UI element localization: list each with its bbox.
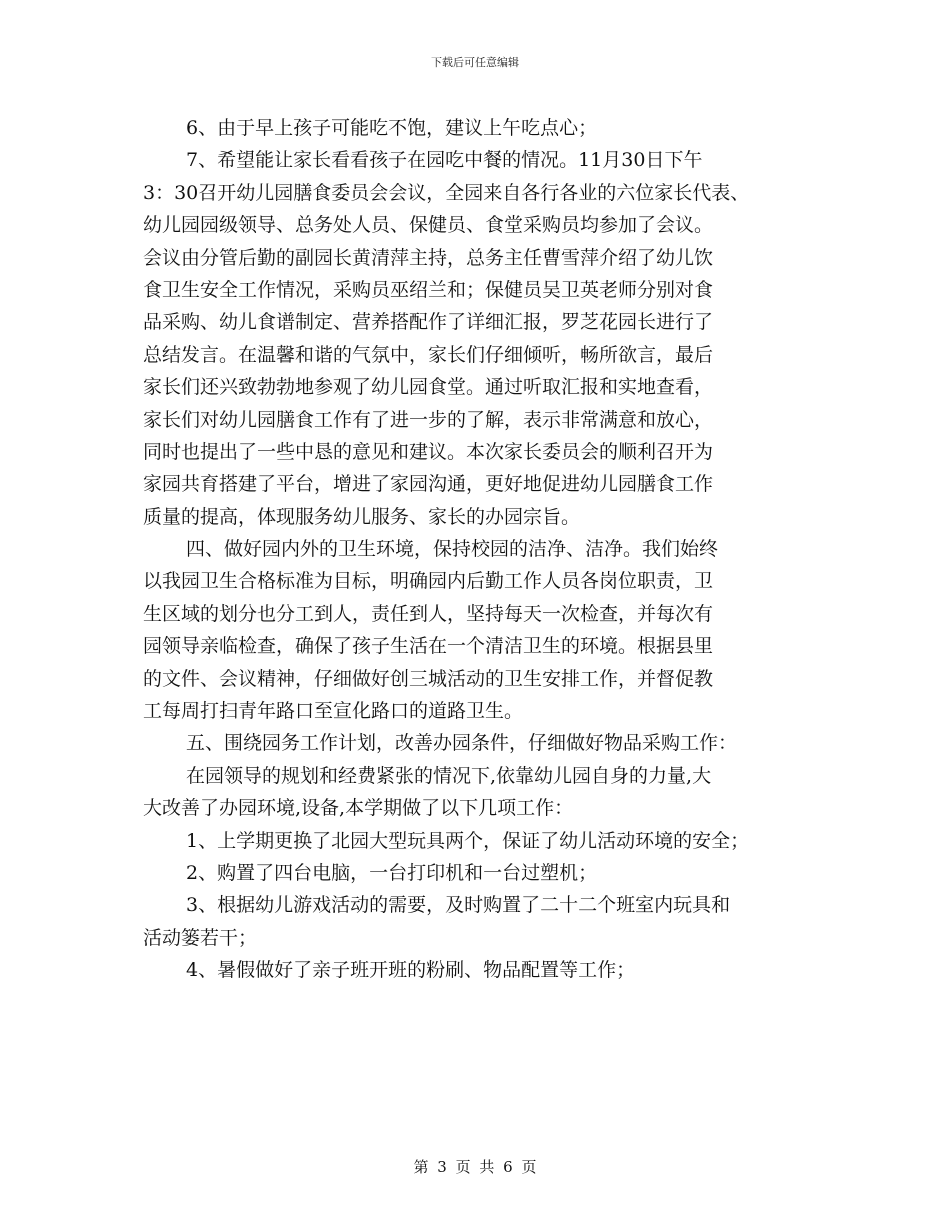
paragraph-line: 家长们还兴致勃勃地参观了幼儿园食堂。通过听取汇报和实地查看， [143,376,714,399]
paragraph-line: 活动篓若干； [143,926,258,949]
paragraph-line: 在园领导的规划和经费紧张的情况下,依靠幼儿园自身的力量,大 [186,764,712,787]
paragraph-line: 幼儿园园级领导、总务处人员、保健员、食堂采购员均参加了会议。 [143,214,714,237]
paragraph-line: 工每周打扫青年路口至宣化路口的道路卫生。 [143,700,524,723]
paragraph-line: 以我园卫生合格标准为目标，明确园内后勤工作人员各岗位职责，卫 [143,570,714,593]
page-number-footer: 第 3 页 共 6 页 [413,1158,537,1176]
paragraph-line: 品采购、幼儿食谱制定、营养搭配作了详细汇报，罗芝花园长进行了 [143,311,714,334]
paragraph-line: 大改善了办园环境,设备,本学期做了以下几项工作： [143,797,574,820]
paragraph-line: 总结发言。在温馨和谐的气氛中，家长们仔细倾听，畅所欲言，最后 [143,343,714,366]
paragraph-line: 4、暑假做好了亲子班开班的粉刷、物品配置等工作； [186,959,636,982]
paragraph-line: 3、根据幼儿游戏活动的需要，及时购置了二十二个班室内玩具和 [186,894,731,917]
document-body [143,112,823,987]
paragraph-line: 会议由分管后勤的副园长黄清萍主持，总务主任曹雪萍介绍了幼儿饮 [143,246,714,269]
paragraph-line: 五、围绕园务工作计划，改善办园条件，仔细做好物品采购工作： [186,732,738,755]
paragraph-line: 1、上学期更换了北园大型玩具两个，保证了幼儿活动环境的安全； [186,829,750,852]
paragraph-line: 家长们对幼儿园膳食工作有了进一步的了解，表示非常满意和放心， [143,408,714,431]
paragraph-line: 6、由于早上孩子可能吃不饱，建议上午吃点心； [186,117,598,139]
paragraph-line: 7、希望能让家长看看孩子在园吃中餐的情况。11月30日下午 [186,149,703,172]
paragraph-line: 2、购置了四台电脑，一台打印机和一台过塑机； [186,861,598,884]
paragraph-line: 家园共育搭建了平台，增进了家园沟通，更好地促进幼儿园膳食工作 [143,473,714,496]
paragraph-line: 食卫生安全工作情况，采购员巫绍兰和；保健员吴卫英老师分别对食 [143,278,714,301]
paragraph-line: 四、做好园内外的卫生环境，保持校园的洁净、洁净。我们始终 [186,538,719,561]
paragraph-line: 园领导亲临检查，确保了孩子生活在一个清洁卫生的环境。根据县里 [143,635,714,658]
paragraph-line: 同时也提出了一些中恳的意见和建议。本次家长委员会的顺利召开为 [143,440,714,463]
paragraph-line: 的文件、会议精神，仔细做好创三城活动的卫生安排工作，并督促教 [143,667,714,690]
paragraph-line: 质量的提高，体现服务幼儿服务、家长的办园宗旨。 [143,505,581,528]
paragraph-line: 生区域的划分也分工到人，责任到人，坚持每天一次检查，并每次有 [143,602,714,625]
paragraph-line: 3：30召开幼儿园膳食委员会会议，全园来自各行各业的六位家长代表、 [143,181,750,204]
page-header: 下载后可任意编辑 [431,56,519,69]
